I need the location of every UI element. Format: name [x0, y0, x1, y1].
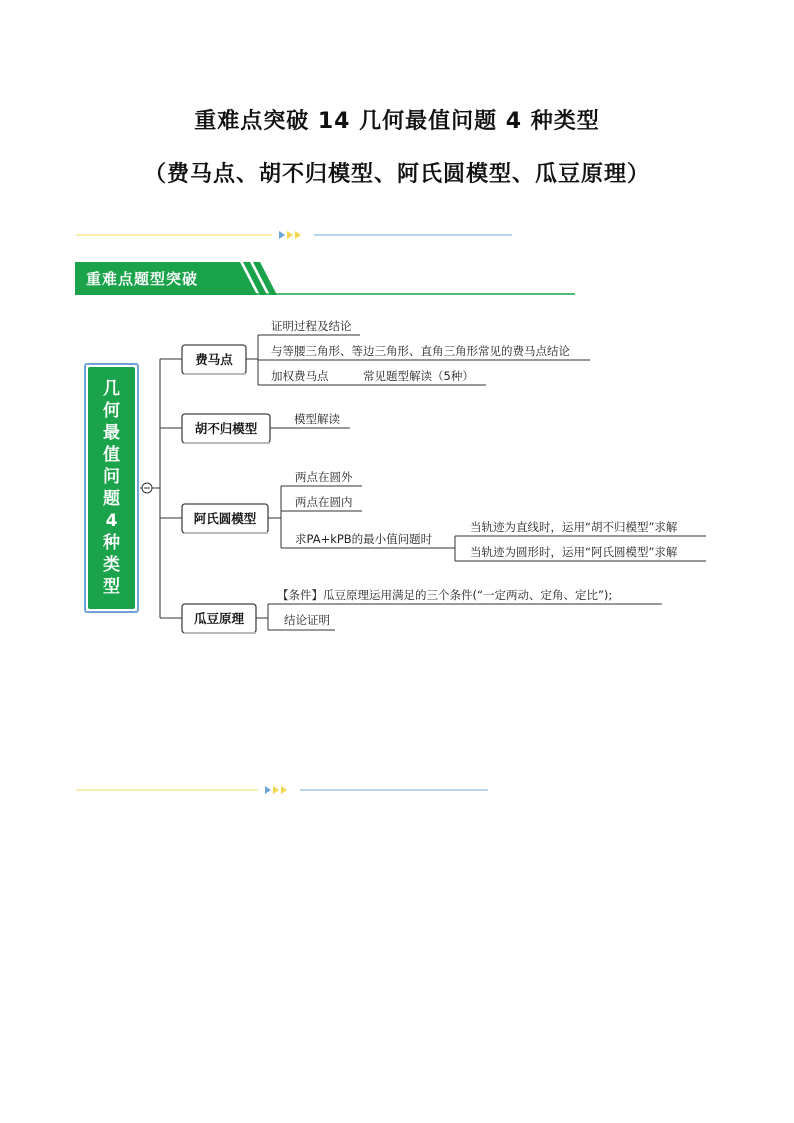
arrow-icon — [273, 786, 279, 794]
root-char: 题 — [103, 489, 120, 509]
fermat-item: 常见题型解读（5种） — [363, 369, 474, 383]
fermat-item: 证明过程及结论 — [271, 319, 352, 333]
guadou-item: 结论证明 — [284, 613, 330, 627]
root-char: 值 — [103, 445, 120, 465]
arrow-icon — [265, 786, 271, 794]
root-char: 类 — [103, 555, 120, 575]
title-line-1: 重难点突破 14 几何最值问题 4 种类型 — [194, 109, 600, 134]
root-char: 几 — [103, 379, 120, 399]
arrow-icon — [281, 786, 287, 794]
apollonius-item: 求PA+kPB的最小值问题时 — [295, 532, 433, 546]
apollonius-sub-item: 当轨迹为直线时，运用“胡不归模型”求解 — [470, 520, 678, 534]
apollonius-item: 两点在圆内 — [295, 495, 353, 509]
root-char: 4 — [105, 511, 118, 531]
hubugui-item: 模型解读 — [294, 412, 340, 426]
branch-guadou-label: 瓜豆原理 — [193, 611, 245, 626]
root-char: 何 — [103, 401, 120, 421]
branch-hubugui-label: 胡不归模型 — [194, 421, 258, 436]
root-char: 最 — [103, 423, 120, 443]
apollonius-item: 两点在圆外 — [295, 470, 353, 484]
fermat-item: 与等腰三角形、等边三角形、直角三角形常见的费马点结论 — [271, 344, 570, 358]
root-char: 型 — [103, 577, 120, 597]
fermat-item: 加权费马点 — [271, 369, 329, 383]
guadou-item: 【条件】瓜豆原理运用满足的三个条件(“一定两动、定角、定比”); — [277, 588, 613, 602]
apollonius-sub-item: 当轨迹为圆形时，运用“阿氏圆模型”求解 — [470, 545, 678, 559]
section-banner-title: 重难点题型突破 — [86, 270, 199, 288]
branch-apollonius-label: 阿氏圆模型 — [193, 511, 257, 526]
branch-fermat-label: 费马点 — [195, 352, 233, 367]
title-line-2: （费马点、胡不归模型、阿氏圆模型、瓜豆原理） — [143, 162, 650, 187]
root-char: 种 — [103, 533, 120, 553]
root-char: 问 — [103, 467, 120, 487]
